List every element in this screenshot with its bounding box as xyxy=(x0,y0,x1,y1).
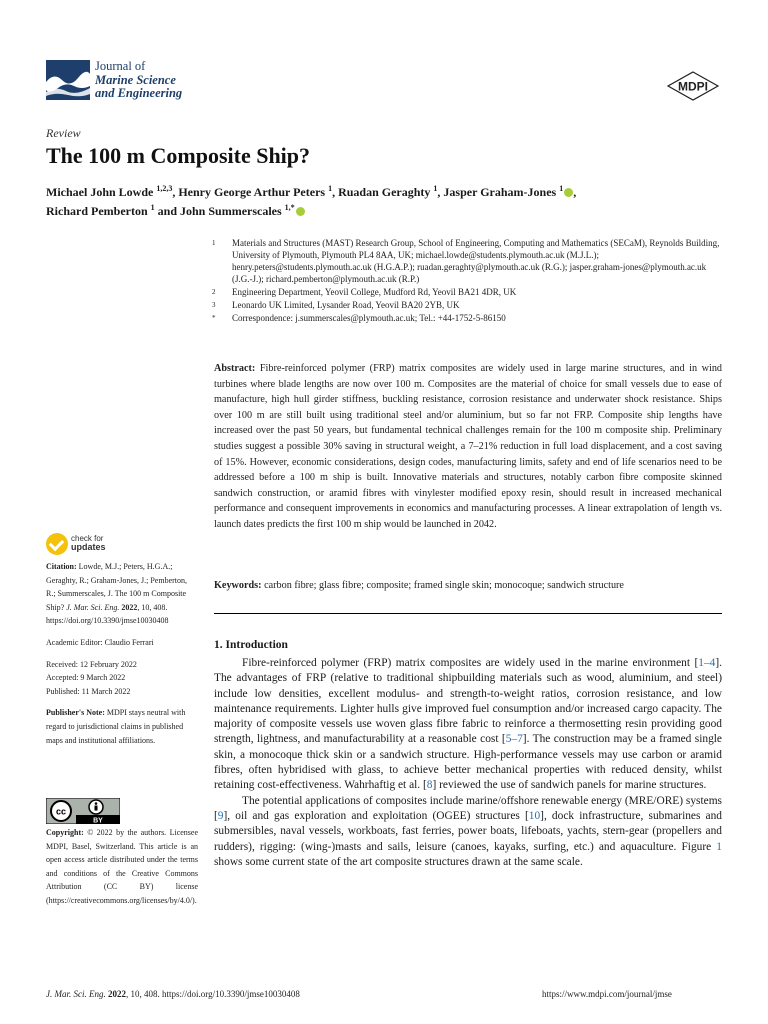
publisher-note xyxy=(46,706,198,747)
academic-editor: Academic Editor: Claudio Ferrari xyxy=(46,637,154,647)
author-name: , Jasper Graham-Jones xyxy=(437,185,557,199)
accepted-date: Accepted: 9 March 2022 xyxy=(46,673,126,683)
figure-link[interactable]: 1 xyxy=(716,840,722,853)
citation-link[interactable]: 8 xyxy=(426,779,433,792)
author-name: , Ruadan Geraghty xyxy=(332,185,431,199)
text-run: shows some current state of the art composite structures drawn at the same scale. xyxy=(214,855,583,868)
citation-link[interactable]: 9 xyxy=(217,809,224,822)
citation-year: 2022 xyxy=(121,602,138,612)
author-separator: , xyxy=(573,185,577,199)
author-affil: 1 xyxy=(150,203,155,212)
author-affil: 1,2,3 xyxy=(156,184,173,193)
affiliations xyxy=(212,237,724,325)
article-title: The 100 m Composite Ship? xyxy=(46,143,311,168)
cc-by-text: BY xyxy=(93,817,103,824)
mdpi-hexagon-icon xyxy=(666,71,720,101)
keywords-label: Keywords: xyxy=(214,580,262,591)
affiliation-mark: 1 xyxy=(212,239,216,247)
publisher-note-label: Publisher's Note: xyxy=(46,708,105,718)
affiliation-mark: 3 xyxy=(212,301,216,309)
affiliation-text: Correspondence: j.summerscales@plymouth.ac.uk; Tel.: +44-1752-5-86150 xyxy=(232,313,506,323)
citation-link[interactable]: 10 xyxy=(528,809,541,822)
affiliation-item xyxy=(212,237,724,285)
wave-logo-icon xyxy=(46,60,90,100)
text-run: ]. The advantages of FRP (relative to traditional shipbuilding materials such as wood, aluminium, and steel) include low densities, excellent modulus- and strength-to-weight ratios, corrosion resistance, and low maintenance requirements. Lighter hulls give improved fuel consumption and/or increased cargo capacity. The majority of composite vessels use woven glass fibre fabric to reinforce a thermosetting resin providing good strength, lightness, and manufacturability at a reasonable cost [ xyxy=(214,657,722,746)
section-divider xyxy=(214,613,722,614)
check-for-updates-button[interactable] xyxy=(46,533,156,557)
affiliation-item xyxy=(212,312,724,324)
author-name: , Henry George Arthur Peters xyxy=(172,185,326,199)
text-run: ], dock infrastructure, submarines and submersibles, naval vessels, workboats, fast ferries, power boats, lifeboats, yachts, stern-gear (propellers and rudders), rigging: (wing-)masts and sails, leisure (canoes, kayaks, surfing, etc.) and aquaculture. Figure xyxy=(214,809,722,853)
affiliation-item xyxy=(212,286,724,298)
citation-journal: J. Mar. Sci. Eng. xyxy=(66,602,120,612)
text-run: Fibre-reinforced polymer (FRP) matrix composites are widely used in the marine environment [ xyxy=(242,657,699,669)
affiliation-text: Leonardo UK Limited, Lysander Road, Yeovil BA20 2YB, UK xyxy=(232,300,460,310)
cc-by-license-icon[interactable] xyxy=(46,798,120,824)
intro-paragraph xyxy=(214,794,722,870)
abstract-label: Abstract: xyxy=(214,363,256,374)
footer-citation xyxy=(46,989,300,999)
copyright-text: © 2022 by the authors. Licensee MDPI, Basel, Switzerland. This article is an open access article distributed under the terms and conditions of the Creative Commons Attribution (CC BY) license (https://creativecommons.org/licenses/by/4.0/). xyxy=(46,828,199,905)
keywords-text: carbon fibre; glass fibre; composite; framed single skin; monocoque; sandwich structure xyxy=(264,580,624,591)
text-run: The potential applications of composites include marine/offshore renewable energy (MRE/ORE) systems [ xyxy=(214,794,722,822)
journal-name-line2: Marine Science xyxy=(95,72,176,87)
article-type: Review xyxy=(46,126,81,140)
affiliation-text: Materials and Structures (MAST) Research Group, School of Engineering, Computing and Mathematics (SECaM), Reynolds Building, University of Plymouth, Plymouth PL4 8AA, UK; michael.lowde@students.plymouth.ac.uk (M.J.L.); henry.peters@students.plymouth.ac.uk (H.G.A.P.); ruadan.geraghty@plymouth.ac.uk (R.G.); jasper.graham-jones@plymouth.ac.uk (J.G.-J.); richard.pemberton@plymouth.ac.uk (R.P.) xyxy=(232,238,720,284)
footer-year: 2022 xyxy=(108,989,126,999)
author-line-1 xyxy=(46,181,726,200)
author-name: and John Summerscales xyxy=(154,204,282,218)
publisher-logo-text: MDPI xyxy=(678,79,708,94)
abstract-text: Fibre-reinforced polymer (FRP) matrix composites are widely used in large marine structures, and in wind turbines where blade lengths are now over 100 m. Composites are the material of choice for small vessels due to ease of manufacture, high hull girder stiffness, buckling resistance, corrosion resistance and underwater shock resistance. Ships over 100 m are still built using traditional steel and/or aluminium, but so far not FRP. Composite ship lengths have increased over the past 50 years, but fundamental technical challenges remain for the 100 m composite ship. Preliminary studies suggest a possible 30% saving in structural weight, a 7–21% reduction in full load displacement, and a cost saving of 15%. However, economic considerations, design codes, manufacturing limits, safety and end of life scenarios need to be addressed before a 100 m ship is built. Innovative materials and structures, notably carbon fibre composite skinned sandwich construction, or aramid fibres with vinylester modified epoxy resin, should result in increased mechanical performance and consequent improvements in economics and manufacturing processes. A linear extrapolation of length vs. launch dates predicts the first 100 m ship would be launched in 2042. xyxy=(214,363,723,530)
copyright-label: Copyright: xyxy=(46,828,84,837)
author-affil: 1 xyxy=(328,184,333,193)
footer-journal-url[interactable]: https://www.mdpi.com/journal/jmse xyxy=(542,989,672,999)
citation-link[interactable]: 5–7 xyxy=(505,733,523,746)
intro-body xyxy=(214,656,722,870)
author-name: Michael John Lowde xyxy=(46,185,154,199)
keywords xyxy=(214,578,722,593)
citation-block xyxy=(46,560,198,628)
author-name: Richard Pemberton xyxy=(46,204,148,218)
author-affil: 1 xyxy=(559,184,564,193)
citation-doi[interactable]: , 10, 408. https://doi.org/10.3390/jmse10030408 xyxy=(46,602,169,626)
affiliation-item xyxy=(212,299,724,311)
affiliation-mark: 2 xyxy=(212,288,216,296)
check-updates-line2: updates xyxy=(71,542,106,552)
citation-text: Lowde, M.J.; Peters, H.G.A.; Geraghty, R.; Graham-Jones, J.; Pemberton, R.; Summerscales, J. The 100 m Composite Ship? xyxy=(46,562,188,612)
check-updates-label xyxy=(71,534,106,552)
orcid-icon[interactable] xyxy=(296,207,305,216)
intro-paragraph xyxy=(214,656,722,794)
journal-name xyxy=(95,60,295,101)
author-line-2 xyxy=(46,200,726,219)
footer-journal: J. Mar. Sci. Eng. xyxy=(46,989,106,999)
section-heading: 1. Introduction xyxy=(214,639,288,651)
publisher-note-text: MDPI stays neutral with regard to jurisdictional claims in published maps and institutional affiliations. xyxy=(46,708,186,745)
svg-text:cc: cc xyxy=(55,806,67,817)
journal-name-line3: and Engineering xyxy=(95,86,183,100)
received-date: Received: 12 February 2022 xyxy=(46,659,137,669)
affiliation-text: Engineering Department, Yeovil College, Mudford Rd, Yeovil BA21 4DR, UK xyxy=(232,287,517,297)
abstract xyxy=(214,361,722,533)
author-affil: 1,* xyxy=(284,203,295,212)
affiliation-mark: * xyxy=(212,314,216,322)
text-run: ]. The construction may be a framed single skin, a monocoque thick skin or a sandwich structure. High-performance vessels may use carbon or aramid fibres, often hybridised with glass, to achieve better mechanical properties with reduced density, whilst retaining cost-effectiveness. Wahrhaftig et al. [ xyxy=(214,733,722,792)
check-updates-icon xyxy=(46,533,68,555)
author-affil: 1 xyxy=(433,184,438,193)
author-list xyxy=(46,181,726,219)
citation-label: Citation: xyxy=(46,562,77,571)
copyright-notice xyxy=(46,826,198,908)
journal-name-line1: Journal of xyxy=(95,59,146,73)
orcid-icon[interactable] xyxy=(564,188,573,197)
citation-link[interactable]: 1–4 xyxy=(698,657,716,669)
text-run: ] reviewed the use of sandwich panels for marine structures. xyxy=(432,779,707,792)
check-updates-line1: check for xyxy=(71,534,104,543)
article-sidebar xyxy=(46,560,198,755)
footer-doi[interactable]: , 10, 408. https://doi.org/10.3390/jmse10030408 xyxy=(126,989,300,999)
published-date: Published: 11 March 2022 xyxy=(46,686,131,696)
text-run: ], oil and gas exploration and exploitation (OGEE) structures [ xyxy=(223,809,529,822)
